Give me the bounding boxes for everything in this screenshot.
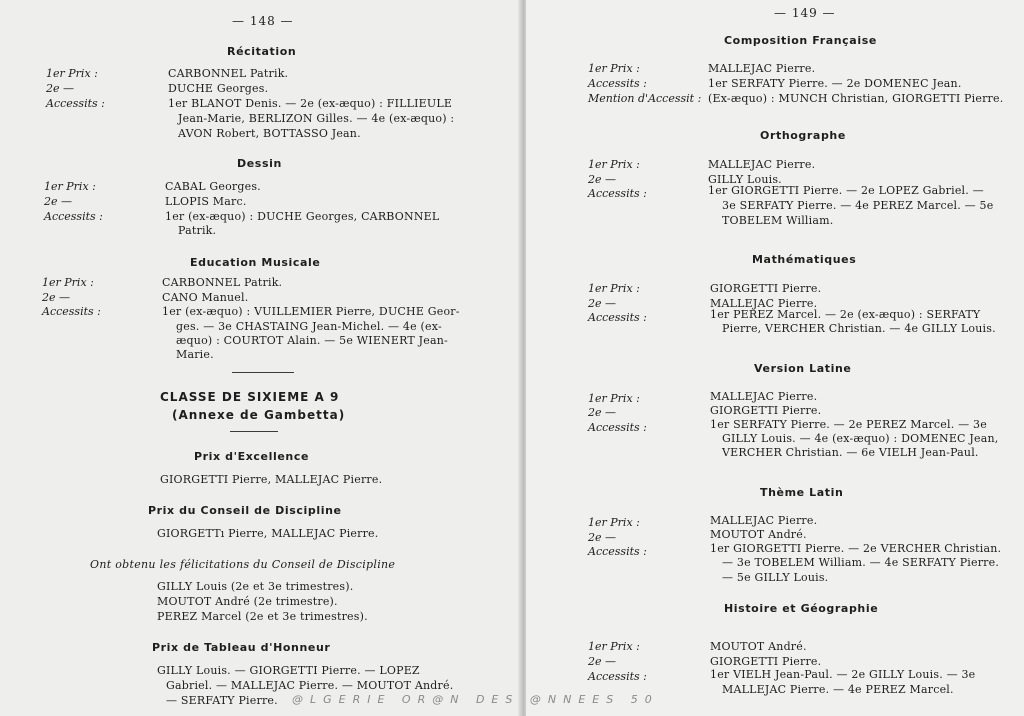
- label-first-prize: 1er Prix :: [44, 180, 96, 193]
- section-title-mathematiques: Mathématiques: [752, 253, 857, 266]
- accessits-line: 1er PEREZ Marcel. — 2e (ex-æquo) : SERFATY: [710, 308, 981, 321]
- watermark-text: @LGERIE OR@N DES @NNEES 50: [292, 693, 659, 706]
- section-title-education-musicale: Education Musicale: [190, 256, 321, 269]
- label-second-prize: 2e —: [46, 82, 75, 95]
- section-title-orthographe: Orthographe: [760, 129, 846, 142]
- page-number-149: — 149 —: [774, 6, 836, 20]
- label-second-prize: 2e —: [588, 297, 617, 310]
- accessits-line: 1er VIELH Jean-Paul. — 2e GILLY Louis. — 3e: [710, 668, 976, 681]
- section-title-prix-excellence: Prix d'Excellence: [194, 450, 310, 463]
- label-first-prize: 1er Prix :: [46, 67, 98, 80]
- class-title: CLASSE DE SIXIEME A 9: [160, 390, 340, 404]
- accessits-line: VERCHER Christian. — 6e VIELH Jean-Paul.: [722, 446, 979, 459]
- section-title-felicitations: Ont obtenu les félicitations du Conseil de Discipline: [90, 558, 396, 571]
- label-accessits: Accessits :: [588, 187, 647, 200]
- accessits-line: GILLY Louis. — 4e (ex-æquo) : DOMENEC Jean,: [722, 432, 999, 445]
- label-accessits: Accessits :: [588, 311, 647, 324]
- winner-names: GIORGETTı Pierre, MALLEJAC Pierre.: [157, 527, 379, 540]
- accessits-line: 1er (ex-æquo) : VUILLEMIER Pierre, DUCHE Geor-: [162, 305, 460, 318]
- tableau-line: — SERFATY Pierre.: [166, 694, 278, 707]
- label-first-prize: 1er Prix :: [588, 282, 640, 295]
- winner-name: MALLEJAC Pierre.: [708, 158, 816, 171]
- label-first-prize: 1er Prix :: [588, 158, 640, 171]
- label-second-prize: 2e —: [42, 291, 71, 304]
- accessits-line: Marie.: [176, 348, 214, 361]
- accessits-line: Patrik.: [178, 224, 217, 237]
- accessits-line: 1er SERFATY Pierre. — 2e DOMENEC Jean.: [708, 77, 962, 90]
- label-second-prize: 2e —: [44, 195, 73, 208]
- label-accessits: Accessits :: [588, 421, 647, 434]
- accessits-line: — 5e GILLY Louis.: [722, 571, 829, 584]
- accessits-line: 3e SERFATY Pierre. — 4e PEREZ Marcel. — 5e: [722, 199, 994, 212]
- section-title-dessin: Dessin: [237, 157, 282, 170]
- section-title-composition-francaise: Composition Française: [724, 34, 877, 47]
- label-accessits: Accessits :: [588, 77, 647, 90]
- accessits-line: 1er GIORGETTI Pierre. — 2e VERCHER Christian.: [710, 542, 1002, 555]
- winner-name: MOUTOT André.: [710, 528, 807, 541]
- section-title-recitation: Récitation: [227, 45, 297, 58]
- section-title-histoire-geographie: Histoire et Géographie: [724, 602, 879, 615]
- label-first-prize: 1er Prix :: [42, 276, 94, 289]
- accessits-line: AVON Robert, BOTTASSO Jean.: [178, 127, 361, 140]
- winner-name: MALLEJAC Pierre.: [710, 514, 818, 527]
- label-first-prize: 1er Prix :: [588, 62, 640, 75]
- label-first-prize: 1er Prix :: [588, 640, 640, 653]
- label-second-prize: 2e —: [588, 406, 617, 419]
- label-first-prize: 1er Prix :: [588, 516, 640, 529]
- felicitation-line: MOUTOT André (2e trimestre).: [157, 595, 338, 608]
- winner-name: GIORGETTI Pierre.: [710, 404, 822, 417]
- label-accessits: Accessits :: [46, 97, 105, 110]
- winner-name: CANO Manuel.: [162, 291, 249, 304]
- accessits-line: MALLEJAC Pierre. — 4e PEREZ Marcel.: [722, 683, 954, 696]
- winner-names: GIORGETTI Pierre, MALLEJAC Pierre.: [160, 473, 383, 486]
- winner-name: DUCHE Georges.: [168, 82, 269, 95]
- accessits-line: TOBELEM William.: [722, 214, 834, 227]
- tableau-line: GILLY Louis. — GIORGETTI Pierre. — LOPEZ: [157, 664, 420, 677]
- winner-name: GIORGETTI Pierre.: [710, 282, 822, 295]
- winner-name: MALLEJAC Pierre.: [708, 62, 816, 75]
- accessits-line: Pierre, VERCHER Christian. — 4e GILLY Louis.: [722, 322, 996, 335]
- label-accessits: Accessits :: [44, 210, 103, 223]
- label-first-prize: 1er Prix :: [588, 392, 640, 405]
- accessits-line: æquo) : COURTOT Alain. — 5e WIENERT Jean-: [176, 334, 448, 347]
- accessits-line: 1er SERFATY Pierre. — 2e PEREZ Marcel. — 3e: [710, 418, 987, 431]
- label-accessits: Accessits :: [42, 305, 101, 318]
- winner-name: LLOPIS Marc.: [165, 195, 247, 208]
- label-second-prize: 2e —: [588, 173, 617, 186]
- felicitation-line: PEREZ Marcel (2e et 3e trimestres).: [157, 610, 368, 623]
- winner-name: MOUTOT André.: [710, 640, 807, 653]
- accessits-line: (Ex-æquo) : MUNCH Christian, GIORGETTI Pierre.: [708, 92, 1004, 105]
- winner-name: CARBONNEL Patrik.: [168, 67, 289, 80]
- tableau-line: Gabriel. — MALLEJAC Pierre. — MOUTOT André.: [166, 679, 454, 692]
- accessits-line: ges. — 3e CHASTAING Jean-Michel. — 4e (ex-: [176, 320, 442, 333]
- winner-name: GIORGETTI Pierre.: [710, 655, 822, 668]
- accessits-line: Jean-Marie, BERLIZON Gilles. — 4e (ex-æquo) :: [178, 112, 455, 125]
- felicitation-line: GILLY Louis (2e et 3e trimestres).: [157, 580, 354, 593]
- right-page: [526, 0, 1024, 716]
- winner-name: CARBONNEL Patrik.: [162, 276, 283, 289]
- page-number-148: — 148 —: [232, 14, 294, 28]
- winner-name: MALLEJAC Pierre.: [710, 390, 818, 403]
- label-second-prize: 2e —: [588, 531, 617, 544]
- section-title-conseil-discipline: Prix du Conseil de Discipline: [148, 504, 342, 517]
- winner-name: GILLY Louis.: [708, 173, 782, 186]
- divider-rule: [230, 431, 278, 432]
- label-accessits: Accessits :: [588, 545, 647, 558]
- class-subtitle: (Annexe de Gambetta): [172, 408, 346, 422]
- section-title-theme-latin: Thème Latin: [760, 486, 844, 499]
- winner-name: CABAL Georges.: [165, 180, 261, 193]
- label-second-prize: 2e —: [588, 655, 617, 668]
- accessits-line: 1er (ex-æquo) : DUCHE Georges, CARBONNEL: [165, 210, 440, 223]
- label-mention-accessit: Mention d'Accessit :: [588, 92, 702, 105]
- section-title-tableau-honneur: Prix de Tableau d'Honneur: [152, 641, 331, 654]
- label-accessits: Accessits :: [588, 670, 647, 683]
- section-title-version-latine: Version Latine: [754, 362, 852, 375]
- winner-name: MALLEJAC Pierre.: [710, 297, 818, 310]
- accessits-line: — 3e TOBELEM William. — 4e SERFATY Pierre.: [722, 556, 1000, 569]
- divider-rule: [232, 372, 294, 373]
- accessits-line: 1er GIORGETTI Pierre. — 2e LOPEZ Gabriel. —: [708, 184, 984, 197]
- accessits-line: 1er BLANOT Denis. — 2e (ex-æquo) : FILLIEULE: [168, 97, 453, 110]
